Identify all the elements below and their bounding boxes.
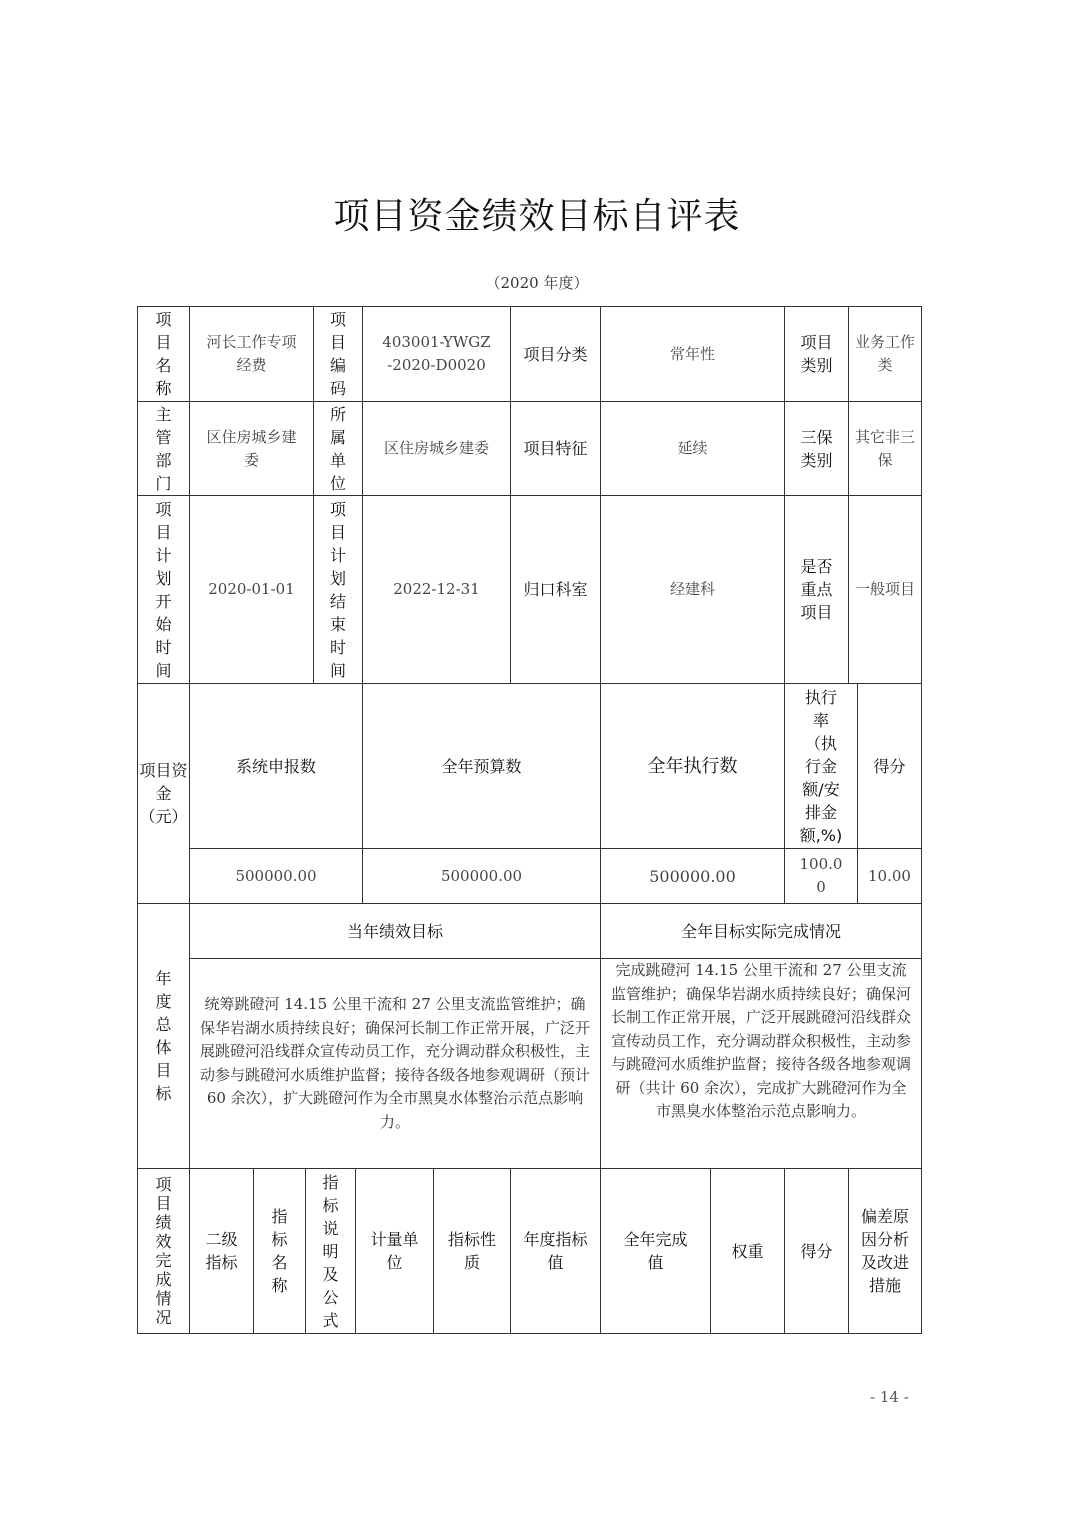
unit-label: 所属单位 — [313, 401, 363, 496]
feature-value: 延续 — [600, 401, 785, 496]
funding-budget-value: 500000.00 — [362, 848, 601, 904]
perf-header-annual-value: 年度指标值 — [510, 1168, 601, 1334]
sanbao-label: 三保类别 — [784, 401, 849, 496]
project-class-value: 常年性 — [600, 306, 785, 402]
page-title: 项目资金绩效目标自评表 — [333, 196, 741, 237]
office-value: 经建科 — [600, 495, 785, 684]
office-label: 归口科室 — [510, 495, 601, 684]
project-code-value: 403001-YWGZ-2020-D0020 — [362, 306, 511, 402]
perf-header-level2: 二级指标 — [189, 1168, 254, 1334]
start-value: 2020-01-01 — [189, 495, 314, 684]
funding-header-budget: 全年预算数 — [362, 683, 601, 849]
project-code-label: 项目编码 — [313, 306, 363, 402]
funding-label: 项目资金（元） — [137, 683, 190, 904]
perf-header-nature: 指标性质 — [433, 1168, 511, 1334]
project-type-value: 业务工作类 — [848, 306, 922, 402]
perf-header-deviation: 偏差原因分析及改进措施 — [848, 1168, 922, 1334]
funding-score-value: 10.00 — [857, 848, 922, 904]
start-label: 项目计划开始时间 — [137, 495, 190, 684]
funding-header-rate: 执行率（执行金额/安排金额,%) — [784, 683, 858, 849]
perf-header-desc: 指标说明及公式 — [305, 1168, 356, 1334]
perf-header-completed: 全年完成值 — [600, 1168, 711, 1334]
end-value: 2022-12-31 — [362, 495, 511, 684]
funding-header-declared: 系统申报数 — [189, 683, 363, 849]
performance-label: 项目绩效完成情况 — [137, 1168, 190, 1334]
year-subtitle: （2020 年度） — [485, 274, 589, 292]
target-text: 统筹跳磴河 14.15 公里干流和 27 公里支流监管维护；确保华岩湖水质持续良好；确保河长制工作正常开展，广泛开展跳磴河沿线群众宣传动员工作，充分调动群众积极性，主动参与跳磴河水质维护监督；接待各级各地参观调研（预计 60 余次），扩大跳磴河作为全市黑臭水体整治示范点影响力。 — [189, 958, 601, 1169]
perf-header-score: 得分 — [784, 1168, 849, 1334]
key-project-value: 一般项目 — [848, 495, 922, 684]
perf-header-name: 指标名称 — [253, 1168, 306, 1334]
key-project-label: 是否重点项目 — [784, 495, 849, 684]
project-class-label: 项目分类 — [510, 306, 601, 402]
sanbao-value: 其它非三保 — [848, 401, 922, 496]
perf-header-weight: 权重 — [710, 1168, 785, 1334]
funding-declared-value: 500000.00 — [189, 848, 363, 904]
project-name-label: 项目名称 — [137, 306, 190, 402]
page-number: - 14 - — [870, 1388, 909, 1406]
actual-text: 完成跳磴河 14.15 公里干流和 27 公里支流监管维护；确保华岩湖水质持续良好；确保河长制工作正常开展，广泛开展跳磴河沿线群众宣传动员工作，充分调动群众积极性，主动参与跳磴河水质维护监督；接待各级各地参观调研（共计 60 余次），完成扩大跳磴河作为全市黑臭水体整治示范点影响力。 — [600, 958, 922, 1169]
funding-header-score: 得分 — [857, 683, 922, 849]
target-header: 当年绩效目标 — [189, 903, 601, 959]
perf-header-unit: 计量单位 — [355, 1168, 434, 1334]
dept-value: 区住房城乡建委 — [189, 401, 314, 496]
funding-executed-value: 500000.00 — [600, 848, 785, 904]
unit-value: 区住房城乡建委 — [362, 401, 511, 496]
end-label: 项目计划结束时间 — [313, 495, 363, 684]
dept-label: 主管部门 — [137, 401, 190, 496]
funding-rate-value: 100.00 — [784, 848, 858, 904]
project-name-value: 河长工作专项经费 — [189, 306, 314, 402]
actual-header: 全年目标实际完成情况 — [600, 903, 922, 959]
funding-header-executed: 全年执行数 — [600, 683, 785, 849]
feature-label: 项目特征 — [510, 401, 601, 496]
annual-goals-label: 年度总体目标 — [137, 903, 190, 1169]
project-type-label: 项目类别 — [784, 306, 849, 402]
